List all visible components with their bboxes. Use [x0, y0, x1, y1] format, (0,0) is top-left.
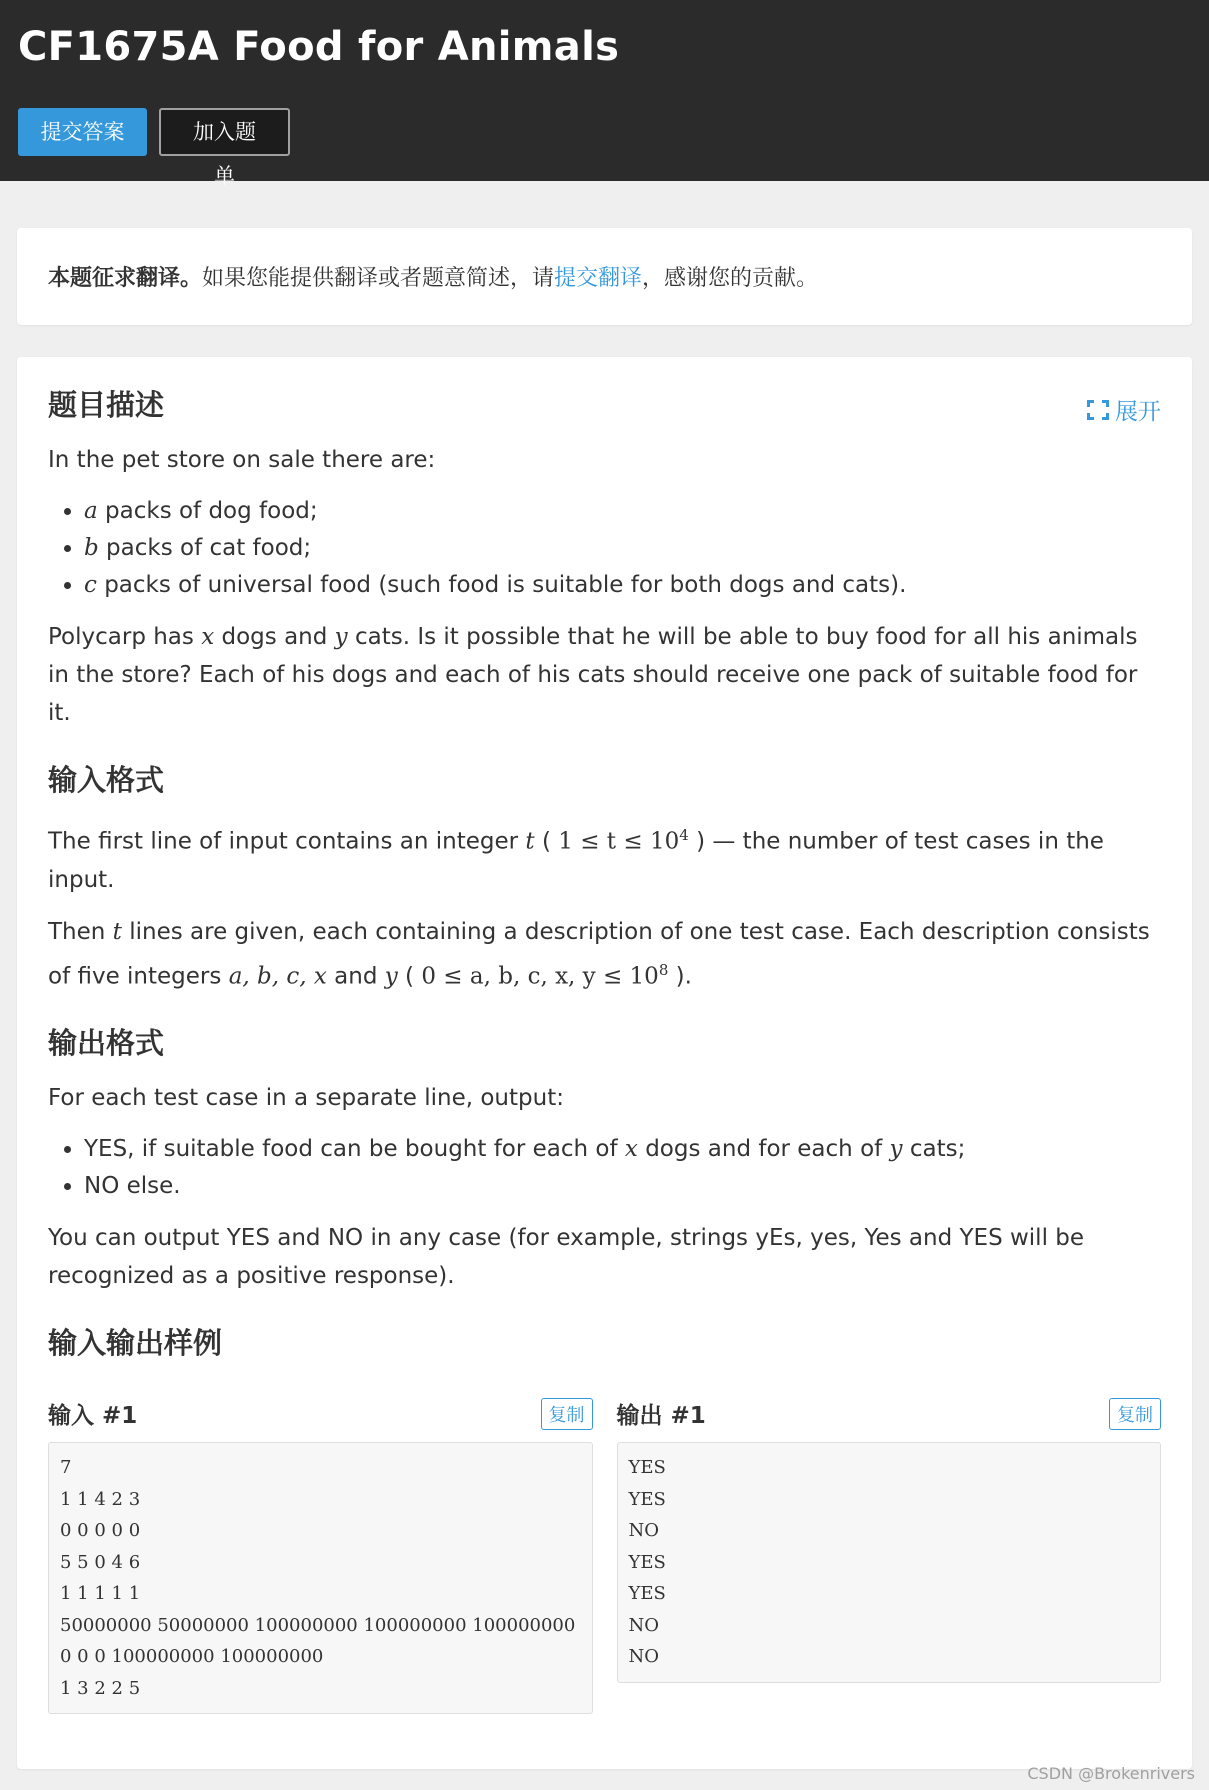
expand-label: 展开	[1115, 399, 1161, 425]
output-format-note: You can output YES and NO in any case (for example, strings yEs, yes, Yes and YES will be recognized as a positive response).	[48, 1225, 1085, 1290]
description-paragraph: Polycarp has x dogs and y cats. Is it possible that he will be able to buy food for all his animals in the store? Each of his dogs and each of his cats should receive one pack of suitable food for it.	[48, 624, 1138, 726]
expand-button[interactable]	[1087, 393, 1161, 426]
input-format-heading: 输入格式	[48, 763, 165, 797]
sample-output-title: 输出 #1	[616, 1403, 706, 1430]
output-format-intro: For each test case in a separate line, output:	[48, 1085, 564, 1112]
list-item: • YES, if suitable food can be bought for each of x dogs and for each of y cats;	[84, 1131, 1161, 1168]
sample-input	[48, 1397, 593, 1714]
watermark: CSDN @Brokenrivers	[1027, 1764, 1195, 1783]
output-rules-list	[84, 1131, 1161, 1205]
action-buttons	[18, 108, 1191, 188]
input-format-line-1: The first line of input contains an integer t ( $1 \le t \le 10^4$ ) — the number of test cases in the input.	[48, 826, 1104, 893]
store-items-list	[84, 493, 1161, 604]
translation-notice	[17, 228, 1192, 325]
list-item: • b packs of cat food;	[84, 530, 1161, 567]
description-heading: 题目描述	[48, 388, 165, 422]
submit-answer-button[interactable]: 提交答案	[18, 108, 147, 156]
notice-suffix: ，感谢您的贡献。	[642, 266, 819, 291]
output-format-heading: 输出格式	[48, 1026, 165, 1061]
copy-output-button[interactable]: 复制	[1109, 1398, 1161, 1430]
fullscreen-icon	[1087, 400, 1109, 420]
list-item: • c packs of universal food (such food is suitable for both dogs and cats).	[84, 567, 1161, 604]
description-intro: In the pet store on sale there are:	[48, 447, 436, 473]
notice-text: 如果您能提供翻译或者题意简述，请	[202, 266, 555, 291]
problem-header	[0, 0, 1209, 188]
samples-heading: 输入输出样例	[48, 1326, 223, 1361]
problem-content	[17, 357, 1192, 1769]
sample-output	[617, 1397, 1162, 1714]
add-to-list-button[interactable]: 加入题单	[159, 108, 290, 156]
input-format-line-2: Then t lines are given, each containing a description of one test case. Each description consists of five integers a, b, c, x and y ( 0 ≤ a, b, c, x, $y \le 10^8$ ).	[48, 918, 1150, 990]
sample-input-title: 输入 #1	[48, 1403, 138, 1430]
notice-bold: 本题征求翻译。	[48, 266, 203, 291]
problem-title: CF1675A Food for Animals	[18, 24, 620, 70]
copy-input-button[interactable]: 复制	[541, 1398, 593, 1430]
samples-container	[48, 1397, 1161, 1714]
sample-output-code[interactable]: YES YES NO YES YES NO NO	[617, 1442, 1162, 1683]
sample-input-code[interactable]: 7 1 1 4 2 3 0 0 0 0 0 5 5 0 4 6 1 1 1 1 1 50000000 50000000 100000000 100000000 100000000 0 0 0 100000000 100000000 1 3 2 2 5	[48, 1442, 593, 1714]
submit-translation-link[interactable]: 提交翻译	[554, 266, 643, 291]
list-item: • a packs of dog food;	[84, 493, 1161, 530]
list-item: • NO else.	[84, 1168, 1161, 1205]
